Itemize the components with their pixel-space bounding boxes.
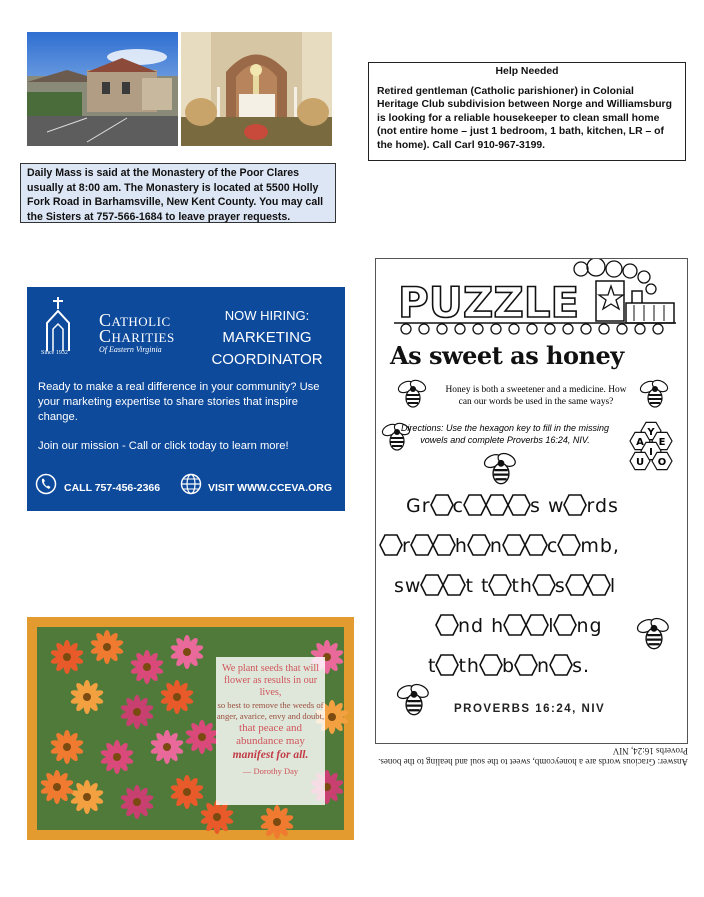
quote-author: — Dorothy Day — [242, 765, 299, 776]
job-title-line2: COORDINATOR — [211, 351, 323, 368]
zinnia-center — [53, 783, 61, 791]
puzzle-letters: l — [609, 575, 617, 597]
bee-icon — [634, 617, 674, 651]
proverbs-reference: PROVERBS 16:24, NIV — [454, 703, 606, 715]
vowel-blank-hexagon[interactable] — [504, 615, 526, 637]
vowel-blank-hexagon[interactable] — [443, 575, 465, 597]
honey-puzzle — [375, 258, 688, 744]
vowel-blank-hexagon[interactable] — [433, 535, 455, 557]
vowel-blank-hexagon[interactable] — [525, 535, 547, 557]
zinnia-center — [83, 793, 91, 801]
puzzle-line — [380, 534, 620, 557]
zinnia-center — [163, 743, 171, 751]
zinnia-center — [328, 713, 336, 721]
puzzle-header-text: PUZZLE — [398, 278, 580, 327]
daily-mass-notice — [20, 163, 336, 223]
quote-panel — [216, 657, 325, 805]
puzzle-letters: l — [548, 615, 555, 637]
join-mission-text: Join our mission - Call or click today to learn more! — [38, 440, 289, 452]
puzzle-line — [394, 574, 616, 597]
puzzle-letters: s. — [572, 655, 591, 677]
puzzle-intro: Honey is both a sweetener and a medicine. How can our words be used in the same ways? — [445, 385, 627, 407]
visit-website-link[interactable]: VISIT WWW.CCEVA.ORG — [208, 482, 333, 494]
job-title-line1: MARKETING — [222, 329, 312, 346]
puzzle-letters: n — [489, 535, 503, 557]
vowel-blank-hexagon[interactable] — [468, 535, 490, 557]
vowel-blank-hexagon[interactable] — [486, 495, 508, 517]
puzzle-line — [428, 654, 590, 677]
puzzle-letters: t — [428, 655, 437, 677]
puzzle-train-header — [376, 259, 688, 339]
puzzle-letters: s — [554, 575, 566, 597]
help-needed-body: Retired gentleman (Catholic parishioner) in Colonial Heritage Club subdivision between Norge and Williamsburg is looking for a reliable housekeeper to clean small home (not entire home – just 1 bedroom, 1 bath, kitchen, LR – of the home). Call Carl 910-967-3199. — [377, 85, 672, 151]
zinnia-center — [113, 753, 121, 761]
vowel-blank-hexagon[interactable] — [421, 575, 443, 597]
vowel-blank-hexagon[interactable] — [558, 535, 580, 557]
puzzle-title: As sweet as honey — [390, 341, 624, 370]
puzzle-line — [436, 614, 603, 637]
monastery-exterior-photo — [27, 32, 178, 146]
catholic-charities-logo-icon — [41, 295, 95, 353]
puzzle-letters: s w — [530, 495, 565, 517]
zinnia-center — [213, 813, 221, 821]
chapel-interior-photo — [181, 32, 332, 146]
puzzle-letters: r — [402, 535, 411, 557]
bee-icon — [481, 452, 521, 486]
bee-icon — [396, 379, 430, 409]
zinnia-center — [133, 708, 141, 716]
key-letter: Y — [647, 427, 655, 438]
puzzle-letters: t t — [465, 575, 490, 597]
vowel-blank-hexagon[interactable] — [554, 615, 576, 637]
help-needed-title: Help Needed — [495, 66, 559, 77]
puzzle-letters: c — [452, 495, 464, 517]
ad-body-text: Ready to make a real difference in your community? Use your marketing expertise to share stories that inspire change. — [38, 381, 320, 423]
puzzle-letters: ng — [576, 615, 603, 637]
cc-logo-line2: Charities — [99, 326, 175, 346]
zinnia-center — [183, 788, 191, 796]
zinnia-center — [103, 643, 111, 651]
cc-logo-sub: Of Eastern Virginia — [99, 345, 162, 354]
bee-icon — [394, 683, 434, 717]
puzzle-letters: h — [454, 535, 468, 557]
vowel-blank-hexagon[interactable] — [489, 575, 511, 597]
puzzle-letters: mb, — [580, 535, 620, 557]
call-link[interactable]: CALL 757-456-2366 — [64, 482, 161, 494]
zinnia-center — [273, 818, 281, 826]
key-letter: E — [658, 437, 666, 448]
vowel-blank-hexagon[interactable] — [564, 495, 586, 517]
vowel-blank-hexagon[interactable] — [436, 615, 458, 637]
quote-line3: that peace and abundance may — [236, 721, 305, 747]
hexagon-key — [620, 421, 682, 475]
key-letter: I — [649, 447, 653, 458]
quote-line4: manifest for all. — [232, 748, 309, 761]
vowel-blank-hexagon[interactable] — [526, 615, 548, 637]
zinnia-center — [63, 743, 71, 751]
vowel-blank-hexagon[interactable] — [566, 575, 588, 597]
vowel-blank-hexagon[interactable] — [464, 495, 486, 517]
bee-icon — [638, 379, 672, 409]
vowel-blank-hexagon[interactable] — [550, 655, 572, 677]
cc-logo-line1: Catholic — [99, 310, 171, 330]
vowel-blank-hexagon[interactable] — [480, 655, 502, 677]
vowel-blank-hexagon[interactable] — [380, 535, 402, 557]
puzzle-letters: sw — [394, 575, 422, 597]
puzzle-letters: nd h — [458, 615, 505, 637]
key-letter: A — [636, 437, 644, 448]
puzzle-letters: c — [546, 535, 559, 557]
vowel-blank-hexagon[interactable] — [508, 495, 530, 517]
vowel-blank-hexagon[interactable] — [515, 655, 537, 677]
zinnia-center — [133, 798, 141, 806]
puzzle-letters: b — [501, 655, 516, 677]
zinnia-center — [198, 733, 206, 741]
vowel-blank-hexagon[interactable] — [533, 575, 555, 597]
globe-icon — [180, 473, 202, 495]
zinnia-center — [183, 648, 191, 656]
vowel-blank-hexagon[interactable] — [503, 535, 525, 557]
key-letter: U — [635, 457, 645, 468]
zinnia-center — [143, 663, 151, 671]
quote-line2: so best to remove the weeds of anger, avarice, envy and doubt, — [216, 699, 325, 721]
vowel-blank-hexagon[interactable] — [431, 495, 453, 517]
puzzle-letters: th — [511, 575, 533, 597]
puzzle-letters: th — [458, 655, 480, 677]
zinnia-center — [83, 693, 91, 701]
daily-mass-text: Daily Mass is said at the Monastery of the Poor Clares usually at 8:00 am. The Monastery is located at 5500 Holly Fork Road in Barhamsville, New Kent County. You may call the Sisters at 757-566-1684 to leave prayer requests. — [27, 167, 324, 223]
help-needed-box — [368, 62, 686, 161]
key-letter: O — [657, 457, 667, 468]
now-hiring-block — [197, 305, 337, 371]
dorothy-day-quote-card — [27, 617, 354, 840]
zinnia-center — [173, 693, 181, 701]
zinnia-center — [63, 653, 71, 661]
catholic-charities-ad[interactable] — [27, 287, 345, 511]
puzzle-letters: n — [537, 655, 551, 677]
since-label: Since 1932 — [41, 350, 68, 356]
puzzle-directions: Directions: Use the hexagon key to fill in the missing vowels and complete Proverbs 16:24, NIV. — [400, 423, 610, 445]
vowel-blank-hexagon[interactable] — [588, 575, 610, 597]
cc-logo-wordmark — [99, 312, 175, 344]
now-hiring-label: NOW HIRING: — [224, 308, 310, 323]
phone-icon — [35, 473, 57, 495]
puzzle-line — [406, 494, 619, 517]
quote-line1: We plant seeds that will flower as results in our lives, — [221, 663, 320, 699]
vowel-blank-hexagon[interactable] — [411, 535, 433, 557]
vowel-blank-hexagon[interactable] — [436, 655, 458, 677]
puzzle-letters: Gr — [406, 495, 431, 517]
puzzle-letters: rds — [586, 495, 619, 517]
puzzle-answer-upside-down: Answer: Gracious words are a honeycomb, sweet to the soul and healing to the bones. Proverbs 16:24, NIV — [378, 746, 688, 767]
